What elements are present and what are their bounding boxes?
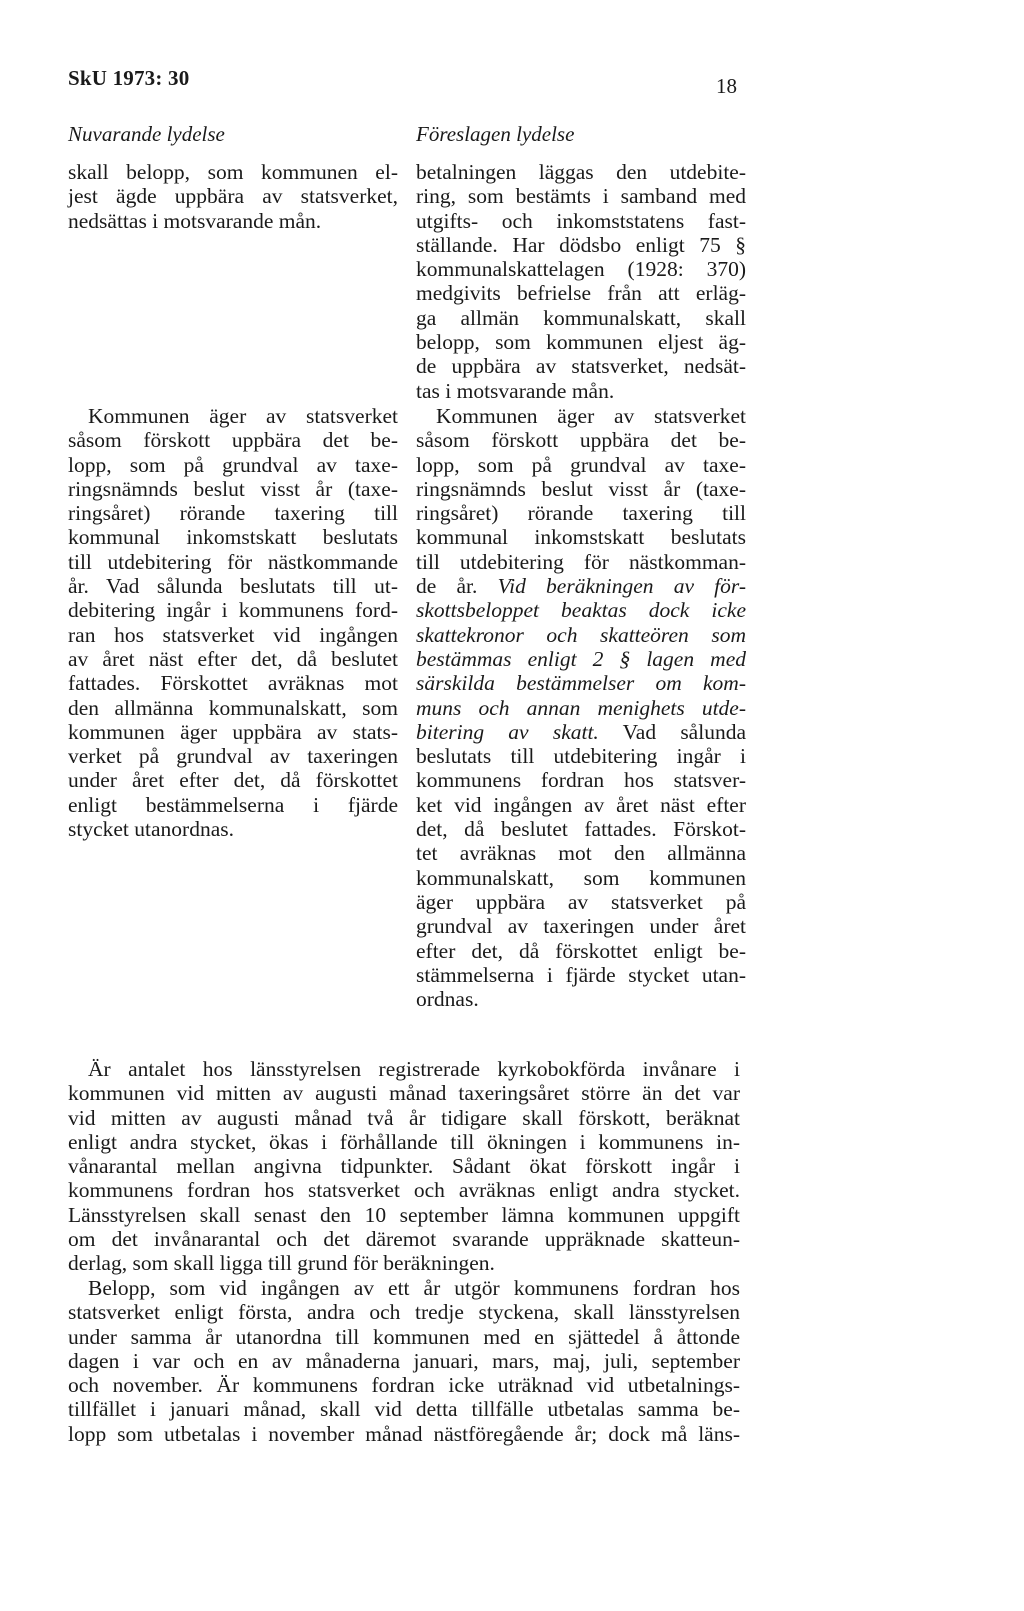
text-line: ringsåret) rörande taxering till [416, 501, 746, 526]
text-line: skall belopp, som kommunen el- [68, 160, 398, 184]
text-line: ställande. Har dödsbo enligt 75 § [416, 232, 746, 257]
text-line: Är antalet hos länsstyrelsen registrerade kyrkobokförda invånare i [88, 1057, 740, 1081]
text-line: kommunal inkomstskatt beslutats [416, 525, 746, 550]
text-line: den allmänna kommunalskatt, som [68, 695, 398, 720]
left-paragraph-2 [68, 404, 398, 841]
text-line: utgifts- och inkomststatens fast- [416, 208, 746, 233]
text-line: de uppbära av statsverket, nedsät- [416, 354, 746, 379]
text-line: medgivits befrielse från att erläg- [416, 281, 746, 306]
text-line: statsverket enligt första, andra och tredje styckena, skall länsstyrelsen [68, 1300, 740, 1325]
text-line: Kommunen äger av statsverket [436, 404, 746, 428]
text-line: betalningen läggas den utdebite- [416, 160, 746, 184]
text-line: enligt andra stycket, ökas i förhållande till ökningen i kommunens in- [68, 1129, 740, 1154]
text-line: såsom förskott uppbära det be- [416, 428, 746, 453]
text-line: enligt bestämmelserna i fjärde [68, 792, 398, 817]
text-line: under året efter det, då förskottet [68, 768, 398, 793]
text-line: särskilda bestämmelser om kom- [416, 671, 746, 696]
text-line: stycket utanordnas. [68, 817, 234, 842]
text-line: nedsättas i motsvarande mån. [68, 208, 322, 233]
right-paragraph-1 [416, 160, 746, 403]
right-paragraph-2 [416, 404, 746, 1011]
text-line: muns och annan menighets utde- [416, 695, 746, 720]
text-line: äger uppbära av statsverket på [416, 889, 746, 914]
text-line: Belopp, som vid ingången av ett år utgör kommunens fordran hos [88, 1276, 740, 1300]
text-line: lopp, som på grundval av taxe- [68, 452, 398, 477]
text-line: beslutats till utdebitering ingår i [416, 744, 746, 769]
text-line [416, 720, 746, 744]
text-line: dagen i var och en av månaderna januari, mars, maj, juli, september [68, 1348, 740, 1373]
text-line: ringsnämnds beslut visst år (taxe- [416, 476, 746, 501]
text-line: kommunal inkomstskatt beslutats [68, 525, 398, 550]
text-line: vånarantal mellan angivna tidpunkter. Sådant ökat förskott ingår i [68, 1154, 740, 1179]
text-line: kommunalskatt, som kommunen [416, 865, 746, 890]
text-run: Vad sålunda [598, 719, 746, 744]
text-line: ringsåret) rörande taxering till [68, 501, 398, 526]
full-width-paragraph-2 [68, 1276, 740, 1446]
text-line: debitering ingår i kommunens ford- [68, 598, 398, 623]
text-line: lopp, som på grundval av taxe- [416, 452, 746, 477]
text-line: kommunens fordran hos statsver- [416, 768, 746, 793]
text-line: tillfället i januari månad, skall vid detta tillfälle utbetalas samma be- [68, 1397, 740, 1422]
text-line: tas i motsvarande mån. [416, 378, 615, 403]
text-line: tet avräknas mot den allmänna [416, 841, 746, 866]
text-line: skottsbeloppet beaktas dock icke [416, 598, 746, 623]
text-line: bestämmas enligt 2 § lagen med [416, 646, 746, 671]
text-line: ga allmän kommunalskatt, skall [416, 305, 746, 330]
text-line: år. Vad sålunda beslutats till ut- [68, 574, 398, 599]
text-line: såsom förskott uppbära det be- [68, 428, 398, 453]
text-line: vid mitten av augusti månad två år tidigare skall förskott, beräknat [68, 1105, 740, 1130]
text-line: ringsnämnds beslut visst år (taxe- [68, 476, 398, 501]
amendment-text: bitering av skatt. [416, 719, 599, 744]
document-reference: SkU 1973: 30 [68, 66, 190, 90]
text-line: om det invånarantal och det däremot svarande uppräknade skatteun- [68, 1227, 740, 1252]
left-paragraph-1 [68, 160, 398, 233]
page-number: 18 [716, 74, 737, 98]
text-line: ordnas. [416, 987, 479, 1012]
text-line: lopp som utbetalas i november månad nästföregående år; dock må läns- [68, 1421, 740, 1446]
text-line: ket vid ingången av året näst efter [416, 792, 746, 817]
text-line: fattades. Förskottet avräknas mot [68, 671, 398, 696]
full-width-paragraph-1 [68, 1057, 740, 1276]
text-line: till utdebitering för nästkomman- [416, 549, 746, 574]
text-line: Kommunen äger av statsverket [88, 404, 398, 428]
text-line: kommunen vid mitten av augusti månad taxeringsåret större än det var [68, 1081, 740, 1106]
text-line: kommunalskattelagen (1928: 370) [416, 257, 746, 282]
text-line: och november. Är kommunens fordran icke uträknad vid utbetalnings- [68, 1373, 740, 1398]
text-line: grundval av taxeringen under året [416, 914, 746, 939]
text-line: av året näst efter det, då beslutet [68, 646, 398, 671]
amendment-text: Vid beräkningen av för- [497, 574, 747, 599]
text-line: belopp, som kommunen eljest äg- [416, 330, 746, 355]
text-line: kommunen äger uppbära av stats- [68, 719, 398, 744]
text-line [416, 574, 746, 598]
text-line: ran hos statsverket vid ingången [68, 622, 398, 647]
text-line: jest ägde uppbära av statsverket, [68, 184, 398, 209]
text-line: det, då beslutet fattades. Förskot- [416, 817, 746, 842]
text-line: efter det, då förskottet enligt be- [416, 938, 746, 963]
text-line: till utdebitering för nästkommande [68, 549, 398, 574]
proposed-wording-heading: Föreslagen lydelse [416, 122, 575, 146]
text-line: Länsstyrelsen skall senast den 10 september lämna kommunen uppgift [68, 1202, 740, 1227]
text-run: de år. [416, 574, 498, 599]
text-line: skattekronor och skatteören som [416, 622, 746, 647]
text-line: derlag, som skall ligga till grund för beräkningen. [68, 1251, 495, 1276]
text-line: verket på grundval av taxeringen [68, 744, 398, 769]
text-line: stämmelserna i fjärde stycket utan- [416, 962, 746, 987]
text-line: ring, som bestämts i samband med [416, 184, 746, 209]
current-wording-heading: Nuvarande lydelse [68, 122, 225, 146]
text-line: kommunens fordran hos statsverket och avräknas enligt andra stycket. [68, 1178, 740, 1203]
text-line: under samma år utanordna till kommunen med en sjättedel å åttonde [68, 1324, 740, 1349]
